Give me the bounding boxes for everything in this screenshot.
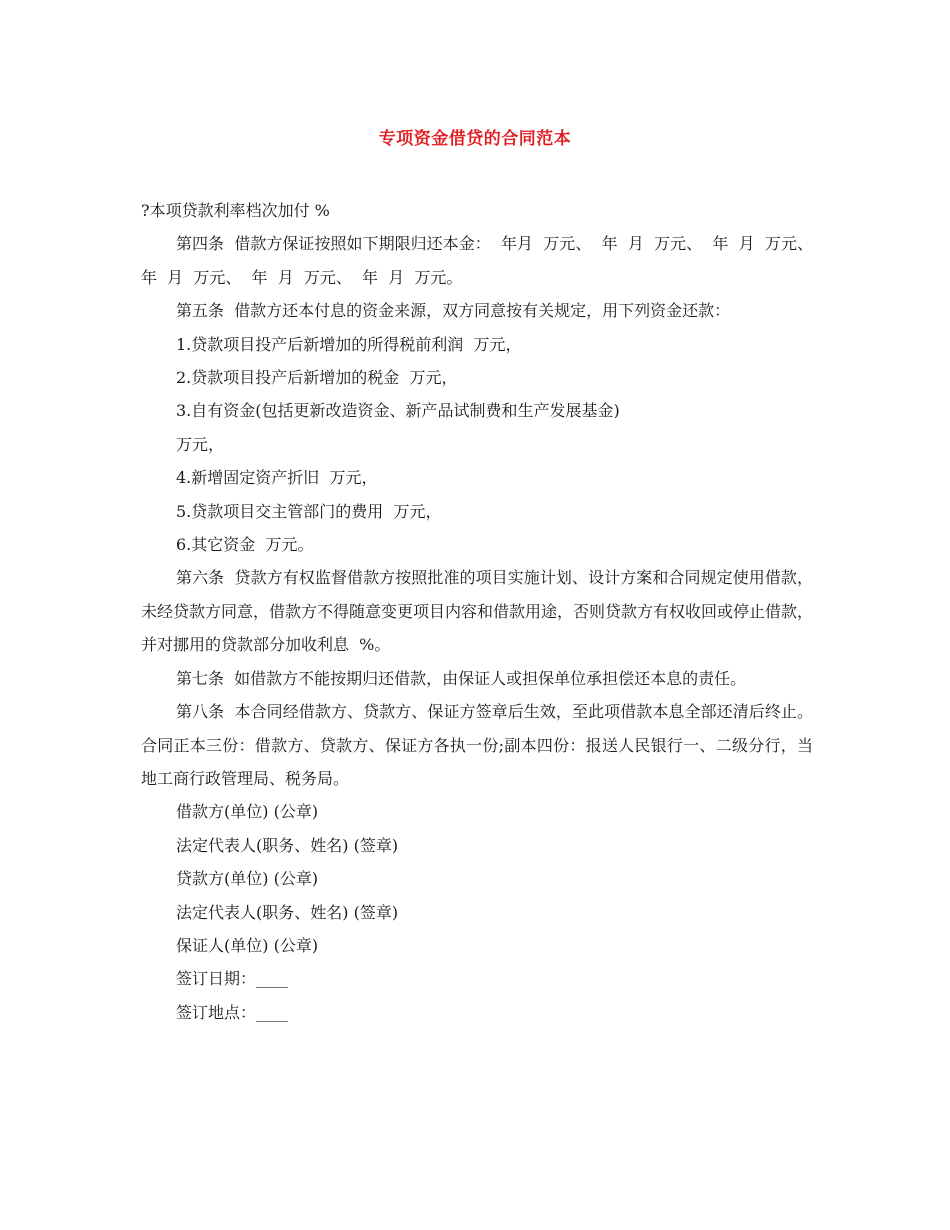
- document-title: 专项资金借贷的合同范本: [378, 129, 572, 149]
- repayment-item-3-amount: 万元，: [176, 434, 225, 454]
- signing-place: 签订地点：____: [176, 1002, 289, 1022]
- repayment-item-2: 2.贷款项目投产后新增加的税金 万元，: [176, 368, 458, 388]
- signature-borrower: 借款方(单位) (公章): [176, 802, 319, 822]
- signature-borrower-rep: 法定代表人(职务、姓名) (签章): [176, 835, 399, 855]
- repayment-item-4: 4.新增固定资产折旧 万元，: [176, 468, 378, 488]
- repayment-item-3: 3.自有资金(包括更新改造资金、新产品试制费和生产发展基金): [176, 401, 620, 421]
- article-4: 第四条 借款方保证按照如下期限归还本金： 年月 万元、 年 月 万元、 年 月 万元、年 月 万元、 年 月 万元、 年 月 万元。: [141, 234, 813, 287]
- repayment-item-5: 5.贷款项目交主管部门的费用 万元，: [176, 501, 442, 521]
- article-6: 第六条 贷款方有权监督借款方按照批准的项目实施计划、设计方案和合同规定使用借款，未经贷款方同意，借款方不得随意变更项目内容和借款用途，否则贷款方有权收回或停止借款，并对挪用的贷款部分加收利息 %。: [141, 568, 814, 655]
- repayment-item-1: 1.贷款项目投产后新增加的所得税前利润 万元，: [176, 334, 522, 354]
- signing-date: 签订日期：____: [176, 969, 289, 989]
- signature-lender: 贷款方(单位) (公章): [176, 869, 319, 889]
- article-5: 第五条 借款方还本付息的资金来源，双方同意按有关规定，用下列资金还款：: [176, 301, 731, 321]
- signature-lender-rep: 法定代表人(职务、姓名) (签章): [176, 902, 399, 922]
- article-7: 第七条 如借款方不能按期归还借款，由保证人或担保单位承担偿还本息的责任。: [176, 668, 747, 688]
- signature-guarantor: 保证人(单位) (公章): [176, 935, 319, 955]
- interest-rate-line: ?本项贷款利率档次加付 %: [141, 201, 330, 220]
- repayment-item-6: 6.其它资金 万元。: [176, 535, 314, 555]
- document-body: [141, 194, 813, 1029]
- article-8: 第八条 本合同经借款方、贷款方、保证方签章后生效，至此项借款本息全部还清后终止。合同正本三份：借款方、贷款方、保证方各执一份;副本四份：报送人民银行一、二级分行，当地工商行政管理局、税务局。: [141, 702, 813, 788]
